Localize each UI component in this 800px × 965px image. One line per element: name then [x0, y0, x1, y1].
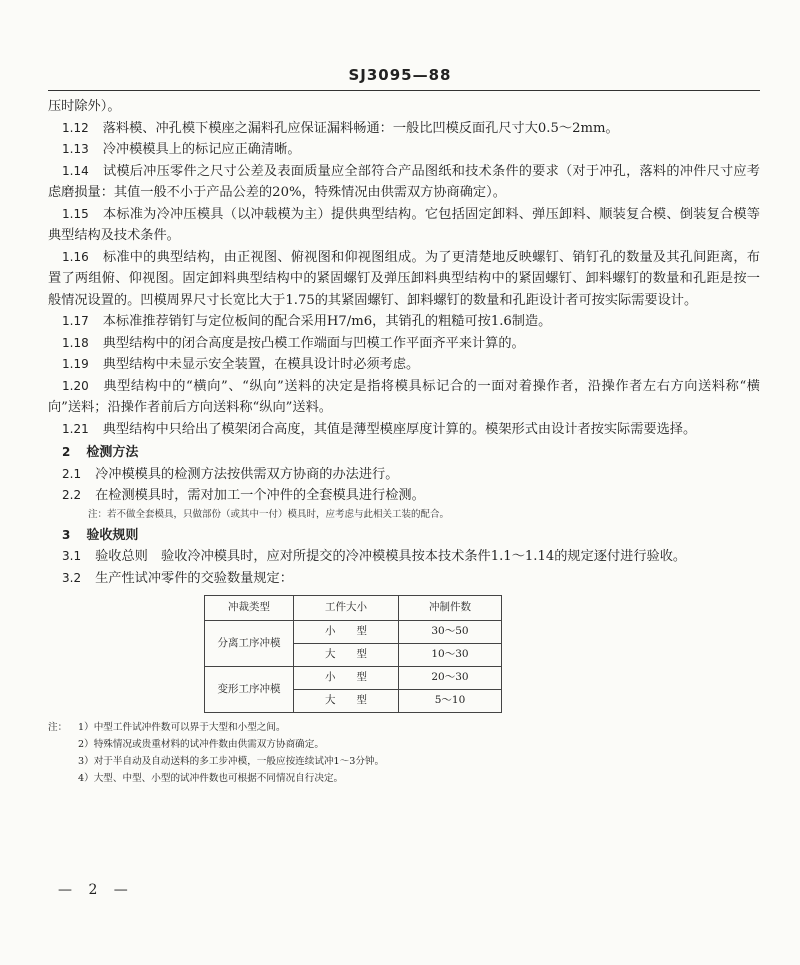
- clause-1-19: [48, 354, 760, 376]
- clause-1-16: [48, 247, 760, 312]
- table-notes: [48, 719, 760, 787]
- clause-number: 3.2: [62, 570, 82, 585]
- note-item: 2）特殊情况或贵重材料的试冲件数由供需双方协商确定。: [78, 739, 324, 750]
- page-number: — 2 —: [58, 882, 134, 898]
- section-title: 检测方法: [86, 445, 139, 460]
- clause-number: 1.19: [62, 357, 89, 371]
- clause-number: 1.16: [62, 249, 89, 264]
- clause-text: 本标准为冷冲压模具（以冲载模为主）提供典型结构。它包括固定卸料、弹压卸料、顺装复合模、倒装复合模等典型结构及技术条件。: [48, 206, 760, 243]
- clause-1-21: [48, 419, 760, 441]
- note-item: 4）大型、中型、小型的试冲件数也可根据不同情况自行决定。: [78, 773, 344, 784]
- table-row: [205, 667, 502, 690]
- clause-3-1: [48, 546, 760, 568]
- clause-number: 2.2: [62, 488, 82, 502]
- header-rule: [48, 90, 760, 91]
- clause-number: 1.12: [62, 120, 89, 135]
- standard-code: SJ3095—88: [348, 66, 452, 84]
- clause-number: 1.15: [62, 206, 89, 221]
- clause-number: 1.20: [62, 378, 89, 393]
- clause-number: 1.13: [62, 142, 89, 156]
- table-header-cell: 冲制件数: [399, 596, 502, 621]
- table-cell-count: 5～10: [399, 690, 502, 713]
- clause-number: 1.18: [62, 335, 89, 350]
- table-cell-type: 变形工序冲模: [205, 667, 294, 713]
- table-header-cell: 工件大小: [294, 596, 399, 621]
- clause-number: 2.1: [62, 466, 82, 481]
- clause-text: 落料模、冲孔模下模座之漏料孔应保证漏料畅通：一般比凹模反面孔尺寸大0.5～2mm。: [102, 120, 619, 136]
- clause-number: 1.17: [62, 314, 89, 328]
- table-header-row: [205, 596, 502, 621]
- section-2-note: 注：若不做全套模具，只做部份（或其中一付）模具时，应考虑与此相关工装的配合。: [88, 508, 450, 520]
- clause-text: 冷冲模模具的检测方法按供需双方协商的办法进行。: [95, 466, 399, 482]
- clause-text: 验收总则 验收冷冲模具时，应对所提交的冷冲模模具按本技术条件1.1～1.14的规定逐付进行验收。: [95, 549, 687, 564]
- clause-1-14: [48, 161, 760, 204]
- clause-1-12: [48, 118, 760, 140]
- clause-1-20: [48, 376, 760, 419]
- clause-text: 冷冲模模具上的标记应正确清晰。: [102, 142, 301, 157]
- table-header-cell: 冲裁类型: [205, 596, 294, 621]
- clause-text: 试模后冲压零件之尺寸公差及表面质量应全部符合产品图纸和技术条件的要求（对于冲孔，落料的冲件尺寸应考虑磨损量：其值一般不小于产品公差的20%，特殊情况由供需双方协商确定）。: [48, 163, 760, 200]
- note-text: 1）中型工件试冲件数可以界于大型和小型之间。: [78, 722, 286, 733]
- clause-number: 1.21: [62, 421, 89, 436]
- clause-number: 3.1: [62, 549, 82, 563]
- clause-text: 典型结构中只给出了模架闭合高度，其值是薄型模座厚度计算的。模架形式由设计者按实际需要选择。: [102, 421, 697, 437]
- note-item: 3）对于半自动及自动送料的多工步冲模，一般应按连续试冲1～3分钟。: [78, 756, 385, 767]
- clause-1-17: [48, 311, 760, 333]
- table-cell-size: 大 型: [294, 644, 399, 667]
- section-heading-3: [48, 525, 760, 547]
- clause-1-15: [48, 204, 760, 247]
- clause-1-13: [48, 139, 760, 161]
- table-cell-count: 10～30: [399, 644, 502, 667]
- trial-quantity-table: [204, 595, 502, 713]
- table-cell-count: 20～30: [399, 667, 502, 690]
- table-cell-count: 30～50: [399, 621, 502, 644]
- document-body: [48, 96, 760, 787]
- section-title: 验收规则: [86, 527, 139, 543]
- table-cell-type: 分离工序冲模: [205, 621, 294, 667]
- clause-1-18: [48, 333, 760, 355]
- clause-text: 典型结构中的“横向”、“纵向”送料的决定是指将模具标记合的一面对着操作者，沿操作者左右方向送料称“横向”送料；沿操作者前后方向送料称“纵向”送料。: [48, 378, 760, 415]
- clause-2-1: [48, 464, 760, 486]
- section-number: 3: [62, 527, 71, 542]
- clause-text: 本标准推荐销钉与定位板间的配合采用H7/m6，其销孔的粗糙可按1.6制造。: [102, 314, 552, 329]
- paragraph-cont: 压时除外）。: [48, 99, 121, 114]
- clause-3-2: [48, 568, 760, 590]
- clause-text: 典型结构中的闭合高度是按凸模工作端面与凹模工作平面齐平来计算的。: [102, 335, 525, 351]
- note-item: [48, 719, 760, 736]
- clause-text: 标准中的典型结构，由正视图、俯视图和仰视图组成。为了更清楚地反映螺钉、销钉孔的数量及其孔间距离，布置了两组俯、仰视图。固定卸料典型结构中的紧固螺钉及弹压卸料典型结构中的紧固螺钉、卸料螺钉的数量和孔距是按一般情况设置的。凹模周界尺寸长宽比大于1.75的其紧固螺钉、卸料螺钉的数量和孔距设计者可按实际需要设计。: [48, 249, 760, 308]
- note-label: 注：: [48, 722, 68, 733]
- table-row: [205, 621, 502, 644]
- clause-text: 典型结构中未显示安全装置，在模具设计时必须考虑。: [102, 357, 420, 372]
- table-cell-size: 大 型: [294, 690, 399, 713]
- clause-text: 生产性试冲零件的交验数量规定：: [95, 570, 293, 586]
- section-heading-2: [48, 442, 760, 464]
- clause-number: 1.14: [62, 163, 89, 178]
- table-cell-size: 小 型: [294, 621, 399, 644]
- clause-2-2: [48, 485, 760, 507]
- table-cell-size: 小 型: [294, 667, 399, 690]
- clause-text: 在检测模具时，需对加工一个冲件的全套模具进行检测。: [95, 488, 425, 503]
- section-number: 2: [62, 445, 71, 459]
